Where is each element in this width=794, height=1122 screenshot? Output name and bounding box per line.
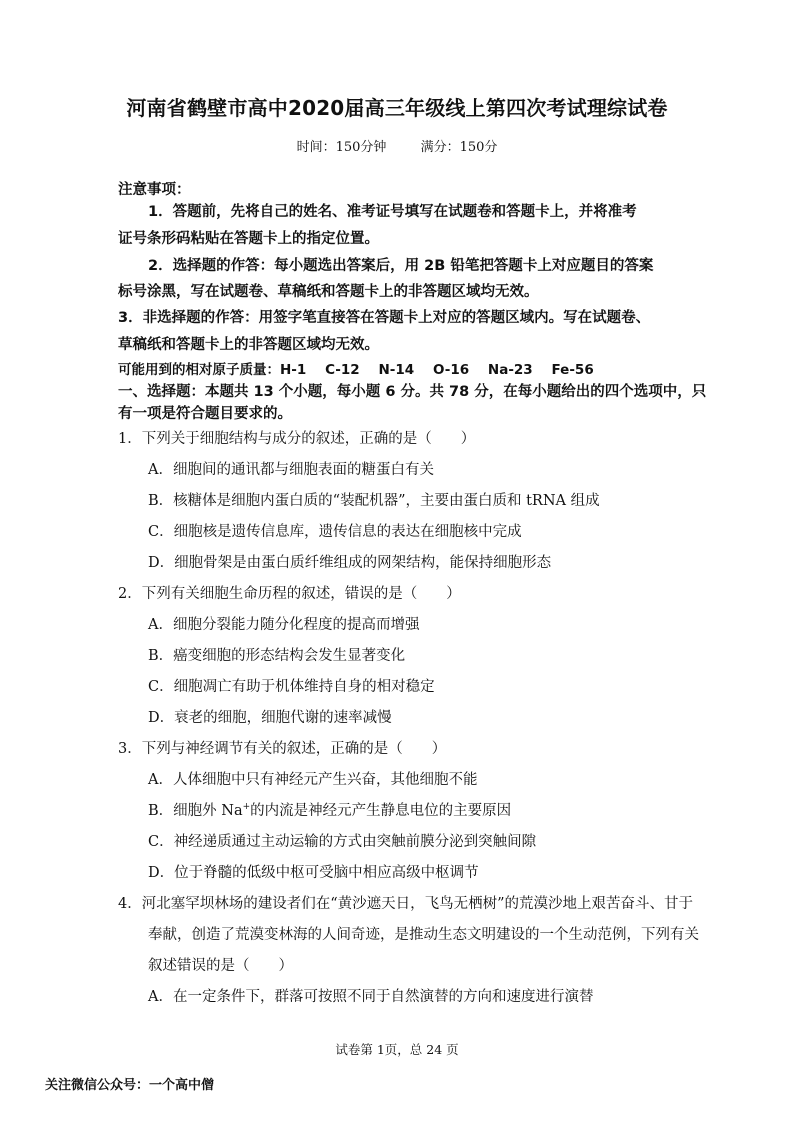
question-3-option-c: C．神经递质通过主动运输的方式由突触前膜分泌到突触间隙 bbox=[148, 834, 537, 850]
time-score-line bbox=[0, 136, 794, 155]
question-3-option-a: A．人体细胞中只有神经元产生兴奋，其他细胞不能 bbox=[148, 772, 478, 788]
notice-item-1-line-2: 证号条形码粘贴在答题卡上的指定位置。 bbox=[118, 231, 379, 247]
question-2-option-b: B．癌变细胞的形态结构会发生显著变化 bbox=[148, 648, 406, 664]
page-footer: 试卷第 1页，总 24 页 bbox=[335, 1042, 459, 1057]
notice-item-1-line-1: 1．答题前，先将自己的姓名、准考证号填写在试题卷和答题卡上，并将准考 bbox=[148, 204, 637, 220]
question-1-option-d: D．细胞骨架是由蛋白质纤维组成的网架结构，能保持细胞形态 bbox=[148, 555, 552, 571]
notice-item-3-line-2: 草稿纸和答题卡上的非答题区域均无效。 bbox=[118, 337, 379, 353]
question-1-stem: 1．下列关于细胞结构与成分的叙述，正确的是（ ） bbox=[118, 431, 476, 447]
notice-item-2-line-2: 标号涂黑，写在试题卷、草稿纸和答题卡上的非答题区域均无效。 bbox=[118, 284, 539, 300]
question-4-stem-line-1: 4．河北塞罕坝林场的建设者们在“黄沙遮天日，飞鸟无栖树”的荒漠沙地上艰苦奋斗、甘于 bbox=[118, 896, 694, 912]
question-1-option-c: C．细胞核是遗传信息库，遗传信息的表达在细胞核中完成 bbox=[148, 524, 522, 540]
question-3-stem: 3．下列与神经调节有关的叙述，正确的是（ ） bbox=[118, 741, 447, 757]
question-2-option-d: D．衰老的细胞，细胞代谢的速率减慢 bbox=[148, 710, 392, 726]
question-3-option-b bbox=[148, 799, 511, 820]
sodium-charge: + bbox=[242, 802, 251, 813]
question-4-stem-line-3: 叙述错误的是（ ） bbox=[148, 958, 293, 974]
question-2-option-a: A．细胞分裂能力随分化程度的提高而增强 bbox=[148, 617, 420, 633]
question-2-option-c: C．细胞凋亡有助于机体维持自身的相对稳定 bbox=[148, 679, 435, 695]
notice-item-3-line-1: 3．非选择题的作答：用签字笔直接答在答题卡上对应的答题区域内。写在试题卷、 bbox=[118, 310, 651, 326]
notice-item-2-line-1: 2．选择题的作答：每小题选出答案后，用 2B 铅笔把答题卡上对应题目的答案 bbox=[148, 258, 654, 274]
question-2-stem: 2．下列有关细胞生命历程的叙述，错误的是（ ） bbox=[118, 586, 461, 602]
question-1-option-b: B．核糖体是细胞内蛋白质的“装配机器”，主要由蛋白质和 tRNA 组成 bbox=[148, 493, 600, 509]
question-3-option-d: D．位于脊髓的低级中枢可受脑中相应高级中枢调节 bbox=[148, 865, 479, 881]
section-1-heading-line-1: 一、选择题：本题共 13 个小题，每小题 6 分。共 78 分，在每小题给出的四个选项中，只 bbox=[118, 384, 707, 400]
notice-heading: 注意事项： bbox=[118, 182, 191, 198]
exam-title: 河南省鹤壁市高中2020届高三年级线上第四次考试理综试卷 bbox=[126, 96, 668, 120]
question-4-option-a: A．在一定条件下，群落可按照不同于自然演替的方向和速度进行演替 bbox=[148, 989, 594, 1005]
time-limit: 时间：150分钟 bbox=[296, 140, 387, 155]
question-4-stem-line-2: 奉献，创造了荒漠变林海的人间奇迹，是推动生态文明建设的一个生动范例，下列有关 bbox=[148, 927, 699, 943]
wechat-note: 关注微信公众号：一个高中僧 bbox=[45, 1078, 215, 1093]
question-1-option-a: A．细胞间的通讯都与细胞表面的糖蛋白有关 bbox=[148, 462, 434, 478]
question-3-option-b-pre: B．细胞外 Na bbox=[148, 803, 243, 819]
full-score: 满分：150分 bbox=[420, 140, 498, 155]
section-1-heading-line-2: 有一项是符合题目要求的。 bbox=[118, 406, 292, 422]
atomic-masses: 可能用到的相对原子质量：H-1 C-12 N-14 O-16 Na-23 Fe-56 bbox=[118, 362, 594, 378]
question-3-option-b-post: 的内流是神经元产生静息电位的主要原因 bbox=[250, 803, 512, 819]
